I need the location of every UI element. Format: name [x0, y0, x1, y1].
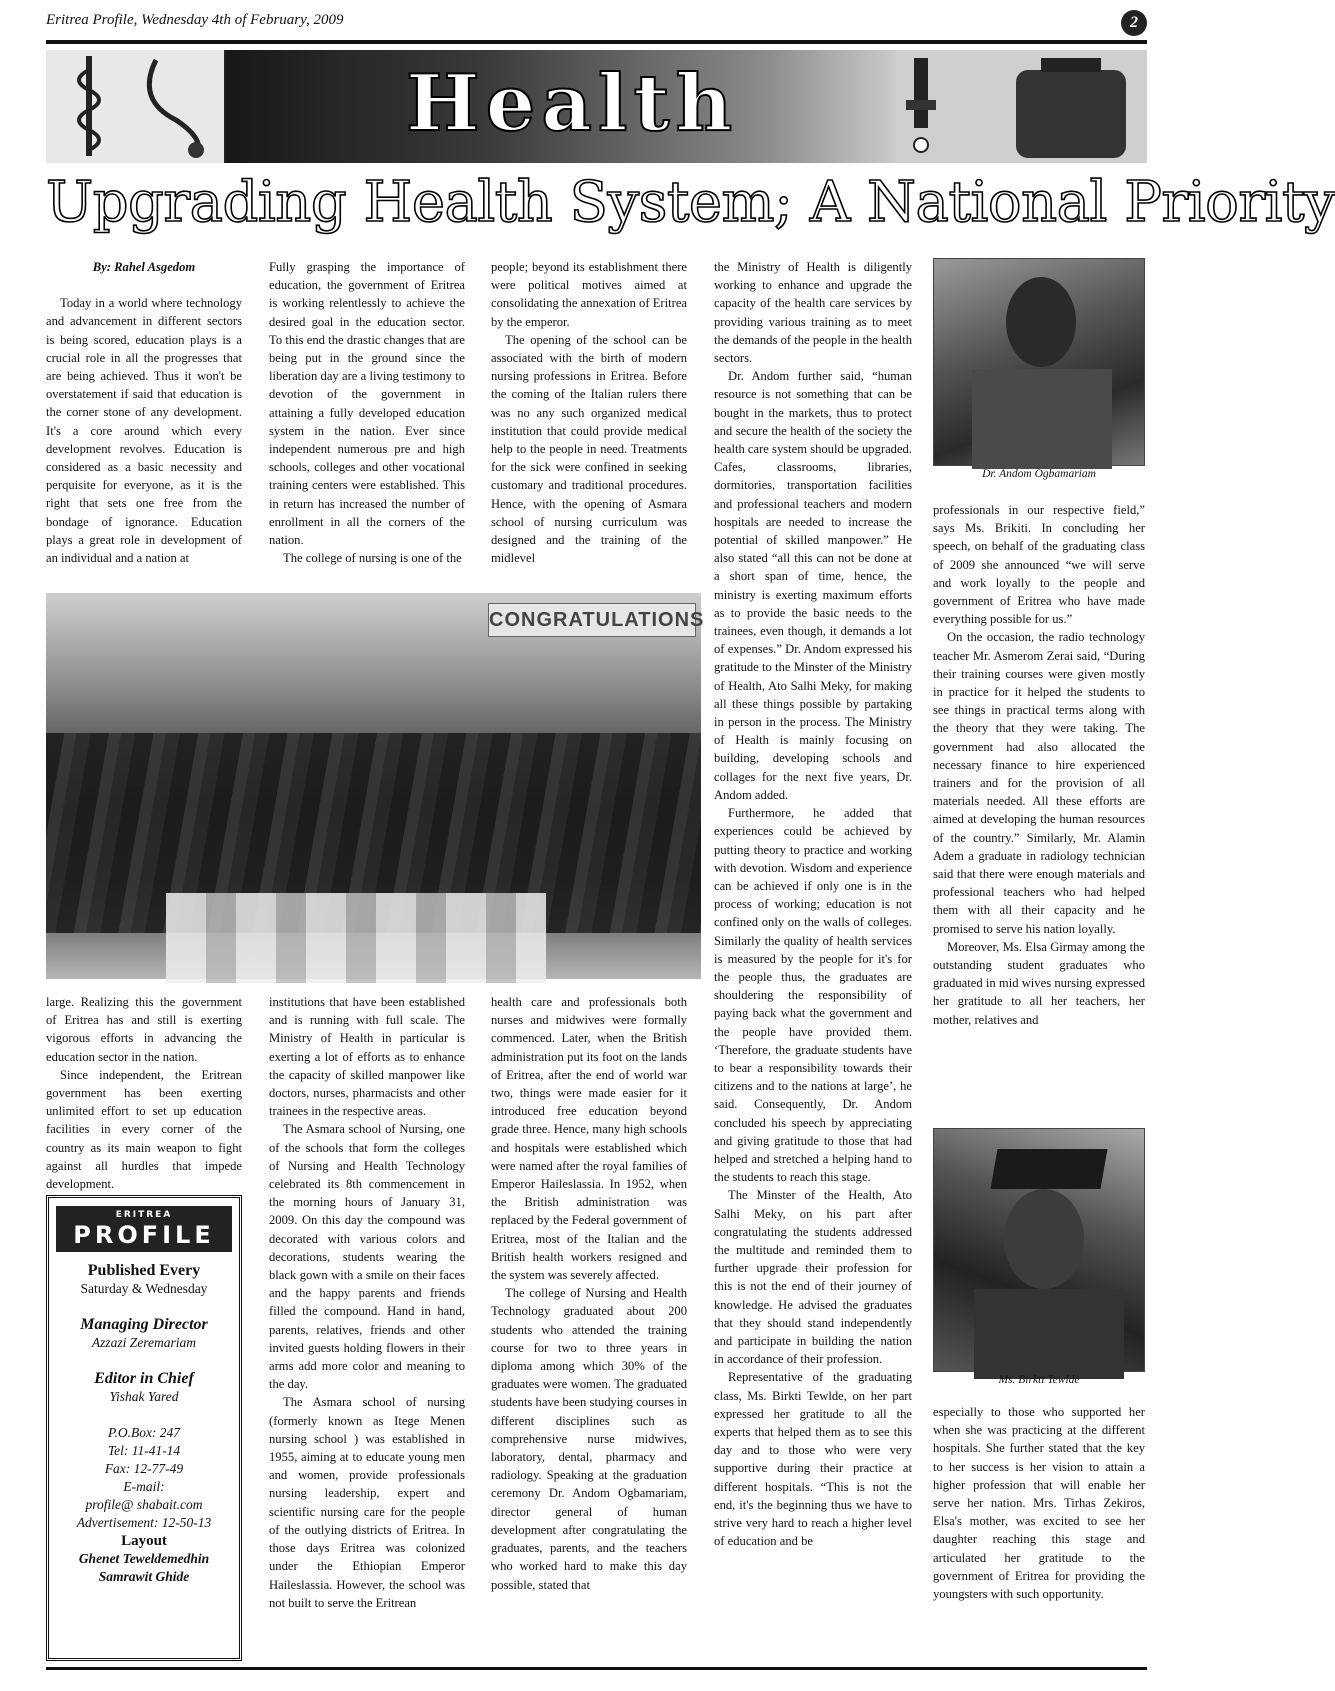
- published-label: Published Every: [87, 1262, 201, 1279]
- paragraph: Fully grasping the importance of education, the government of Eritrea is working relentlessly to achieve the desired goal in the education sector. To this end the drastic changes that are being put in the ground since the liberation day are a living testimony to devotion of the government in attaining a fully developed education system in the nation. Ever since independent numerous pre and high schools, colleges and other vocational training centers were established. This in return has increased the number of enrollment in all the corners of the nation.: [269, 260, 465, 548]
- section-banner: [46, 50, 1147, 163]
- paragraph: The college of nursing is one of the: [283, 551, 462, 566]
- caduceus-icon: [46, 50, 226, 163]
- article-column-5-mid: [933, 501, 1145, 1029]
- logo-line-2: PROFILE: [73, 1221, 215, 1249]
- managing-director-name: Azzazi Zeremariam: [91, 1335, 197, 1350]
- paragraph: institutions that have been established and is running with full scale. The Ministry of Health in particular is exerting a lot of efforts as to enhance the capacity of skilled manpower like doctors, nurses, pharmacists and other trainees in the respective areas.: [269, 995, 465, 1119]
- logo-line-1: ERITREA: [115, 1210, 173, 1220]
- paragraph: health care and professionals both nurses and midwives were formally commenced. Later, when the British administration put its foot on the lands of Eritrea, after the end of world war two, things were made easier for it introduced free education beyond grade three. Hence, many high schools and hospitals were established which were named after the royal families of Emperor Haileslassia. In 1952, when the British administration was replaced by the Federal government of Eritrea, most of the Italian and the British health workers resigned and the system was severely affected.: [491, 995, 687, 1283]
- editor-in-chief-name: Yishak Yared: [109, 1389, 179, 1404]
- congratulations-sign: CONGRATULATIONS: [488, 603, 696, 637]
- dateline: Eritrea Profile, Wednesday 4th of February, 2009: [46, 12, 344, 28]
- paragraph: The Asmara school of Nursing, one of the schools that form the colleges of Nursing and Health Technology celebrated its 8th commencement in the morning hours of January 31, 2009. On this day the compound was decorated with various colors and decorations, students wearing the black gown with a smile on their faces and the happy parents and friends filled the compound. Hand in hand, parents, relatives, friends and other invited guests holding flowers in their arms add more color and meaning to the day.: [269, 1122, 465, 1392]
- advertisement: Advertisement: 12-50-13: [76, 1515, 212, 1530]
- po-box: P.O.Box: 247: [107, 1425, 181, 1440]
- medicine-bottle-icon: [896, 50, 1147, 163]
- article-column-1-bottom: [46, 993, 242, 1193]
- face-shape: [1006, 277, 1076, 367]
- page-number: 2: [1121, 10, 1147, 36]
- paragraph: Representative of the graduating class, Ms. Birkti Tewlde, on her part expressed her gratitude to all the experts that helped them as to see this day and to those who were very supportive during their practice at different hospitals. “This is not the end, it's the beginning thus we have to strive very hard to reach a higher level of education and be: [714, 1370, 912, 1549]
- suit-shape: [972, 369, 1112, 469]
- byline: By: Rahel Asgedom: [92, 260, 196, 274]
- article-column-1-top: [46, 258, 242, 567]
- photo-graduation: [46, 593, 705, 979]
- article-column-2-top: [269, 258, 465, 567]
- page-header: [46, 10, 1147, 42]
- top-rule: [46, 40, 1147, 44]
- face-shape: [1004, 1189, 1084, 1289]
- photo-caption-top: Dr. Andom Ogbamariam: [982, 468, 1096, 480]
- article-column-3-top: [491, 258, 687, 567]
- masthead-box: [46, 1195, 242, 1661]
- article-column-4: [714, 258, 912, 1550]
- paragraph: Moreover, Ms. Elsa Girmay among the outstanding student graduates who graduated in mid wives nursing expressed her gratitude to all her teachers, her mother, relatives and: [933, 939, 1145, 1027]
- paragraph: On the occasion, the radio technology teacher Mr. Asmerom Zerai said, “During their training courses were given mostly in practice for it helped the students to see things in practical terms along with the theory that they were taking. The government had also allocated the necessary finance to hire experienced trainers and for the provision of all materials needed. All these efforts are aimed at developing the human resources of the country.” Similarly, Mr. Alamin Adem a graduate in radiology technician said that there were enough materials and professional teachers who had helped them with all their capacity and he promised to serve his nation loyally.: [933, 630, 1145, 936]
- gown-shape: [974, 1289, 1124, 1379]
- layout-name-1: Ghenet Teweldemedhin: [78, 1551, 210, 1566]
- paragraph: the Ministry of Health is diligently working to enhance and upgrade the capacity of the health care services by providing various training as to meet the demands of the people in the health sectors.: [714, 260, 912, 366]
- paragraph: especially to those who supported her when she was practicing at the different hospitals. She further stated that the key to her success is her vision to attain a higher profession that will enable her serve her nation. Mrs. Tirhas Zekiros, Elsa's mother, was excited to see her daughter reaching this stage and articulated her gratitude to the government of Eritrea for providing the youngsters with such opportunity.: [933, 1405, 1145, 1602]
- paragraph: The Asmara school of nursing (formerly known as Itege Menen nursing school ) was established in 1955, aiming at to educate young men and women, provide professionals nursing leadership, expert and scientific nursing care for the people of the outlying districts of Eritrea. In those days Eritrea was colonized under the Ethiopian Emperor Haileslassia. However, the school was not built to serve the Eritrean: [269, 1395, 465, 1610]
- editor-in-chief-label: Editor in Chief: [94, 1370, 194, 1387]
- paragraph: The Minster of the Health, Ato Salhi Meky, on his part after congratulating the students addressed the multitude and reminded them to further upgrade their profession for this is not the end of their journey of knowledge. He advised the graduates that they should stand independently and participate in building the nation in accordance of their profession.: [714, 1188, 912, 1367]
- photo-caption-bottom: Ms. Birkti Tewlde: [998, 1374, 1080, 1386]
- managing-director-label: Managing Director: [80, 1316, 208, 1333]
- paragraph: people; beyond its establishment there were political motives aimed at consolidating the annexation of Eritrea by the emperor.: [491, 260, 687, 329]
- article-column-2-bottom: [269, 993, 465, 1612]
- paragraph: Furthermore, he added that experiences could be achieved by putting theory to practice and working with devotion. Wisdom and experience can be achieved if only one is in the process of working; education is not confined only on the walls of colleges. Similarly the quality of health services is measured by the people for it's for the people thus, the graduates are shouldering the responsibility of paying back what the government and the people have provided them. ‘Therefore, the graduate students have to bear a responsibility towards their citizens and to the nations at large’, he said. Consequently, Dr. Andom concluded his speech by appreciating and giving gratitude to those that had helped and stretched a helping hand to the students to reach this stage.: [714, 806, 912, 1185]
- paragraph: Today in a world where technology and advancement in different sectors is being scored, education plays is a crucial role in all the progresses that are being achieved. Thus it won't be overstatement if said that education is the corner stone of any development. It's a core around which every development revolves. Education is considered as a basic necessity and perquisite for everyone, as it is the right that sets one free from the bondage of ignorance. Education plays a great role in development of an individual and a nation at: [46, 296, 242, 566]
- paragraph: The college of Nursing and Health Technology graduated about 200 students who attended the training course for two to three years in diploma among which 30% of the graduates were women. The graduated students have been studying courses in different disciplines such as comprehensive nurse midwives, laboratory, dental, pharmacy and radiology. Speaking at the graduation ceremony Dr. Andom Ogbamariam, director general of human development after congratulating the graduates, parents, and the teachers who worked hard to make this day possible, stated that: [491, 1286, 687, 1592]
- article-column-5-bottom: [933, 1403, 1145, 1603]
- paragraph: professionals in our respective field,” says Ms. Brikiti. In concluding her speech, on behalf of the graduating class of 2009 she announced “we will serve and work loyally to the people and government of Eritrea who have made everything possible for us.”: [933, 503, 1145, 627]
- photo-birkti: [933, 1128, 1145, 1372]
- paragraph: large. Realizing this the government of Eritrea has and still is exerting vigorous efforts in advancing the education sector in the nation.: [46, 995, 242, 1064]
- telephone: Tel: 11-41-14: [107, 1443, 181, 1458]
- photo-dr-andom: [933, 258, 1145, 466]
- fax: Fax: 12-77-49: [104, 1461, 184, 1476]
- layout-label: Layout: [121, 1533, 167, 1549]
- paragraph: The opening of the school can be associated with the birth of modern nursing professions in Eritrea. Before the coming of the Italian rulers there was no any such organized medical institution that could provide medical help to the people in need. Treatments for the sick were confined in seeking customary and traditional procedures. Hence, with the opening of Asmara school of nursing curriculum was designed and the training of the midlevel: [491, 332, 687, 566]
- email: profile@ shabait.com: [85, 1497, 203, 1512]
- email-label: E-mail:: [123, 1479, 165, 1494]
- article-column-3-bottom: [491, 993, 687, 1594]
- cap-shape: [990, 1149, 1107, 1189]
- layout-name-2: Samrawit Ghide: [98, 1569, 190, 1584]
- paragraph: Dr. Andom further said, “human resource is not something that can be bought in the markets, thus to protect and secure the health of the society the health care system should be upgraded. Cafes, classrooms, libraries, dormitories, transportation facilities and professional teachers and modern hospitals are needed to increase the potential of skilled manpower.” He also stated “all this can not be done at a short span of time, hence, the ministry is exerting maximum efforts as to provide the basic needs to the trainees, even though, it demands a lot of expenses.” Dr. Andom expressed his gratitude to the Minster of the Ministry of Health, Ato Salhi Meky, for making all these things possible by partaking in person in the process. The Ministry of Health is mainly focusing on building, developing schools and collages for the next five years, Dr. Andom added.: [714, 369, 912, 802]
- published-days: Saturday & Wednesday: [80, 1281, 208, 1296]
- chairs-row: [166, 893, 546, 983]
- paragraph: Since independent, the Eritrean government has been exerting unlimited effort to set up education facilities in every corner of the country as its main weapon to fight against all hurdles that impede development.: [46, 1067, 242, 1192]
- banner-title: Health: [406, 58, 739, 149]
- article-headline: Upgrading Health System; A National Priority: [46, 170, 1335, 235]
- bottom-rule: [46, 1667, 1147, 1670]
- eritrea-profile-logo: [56, 1206, 232, 1252]
